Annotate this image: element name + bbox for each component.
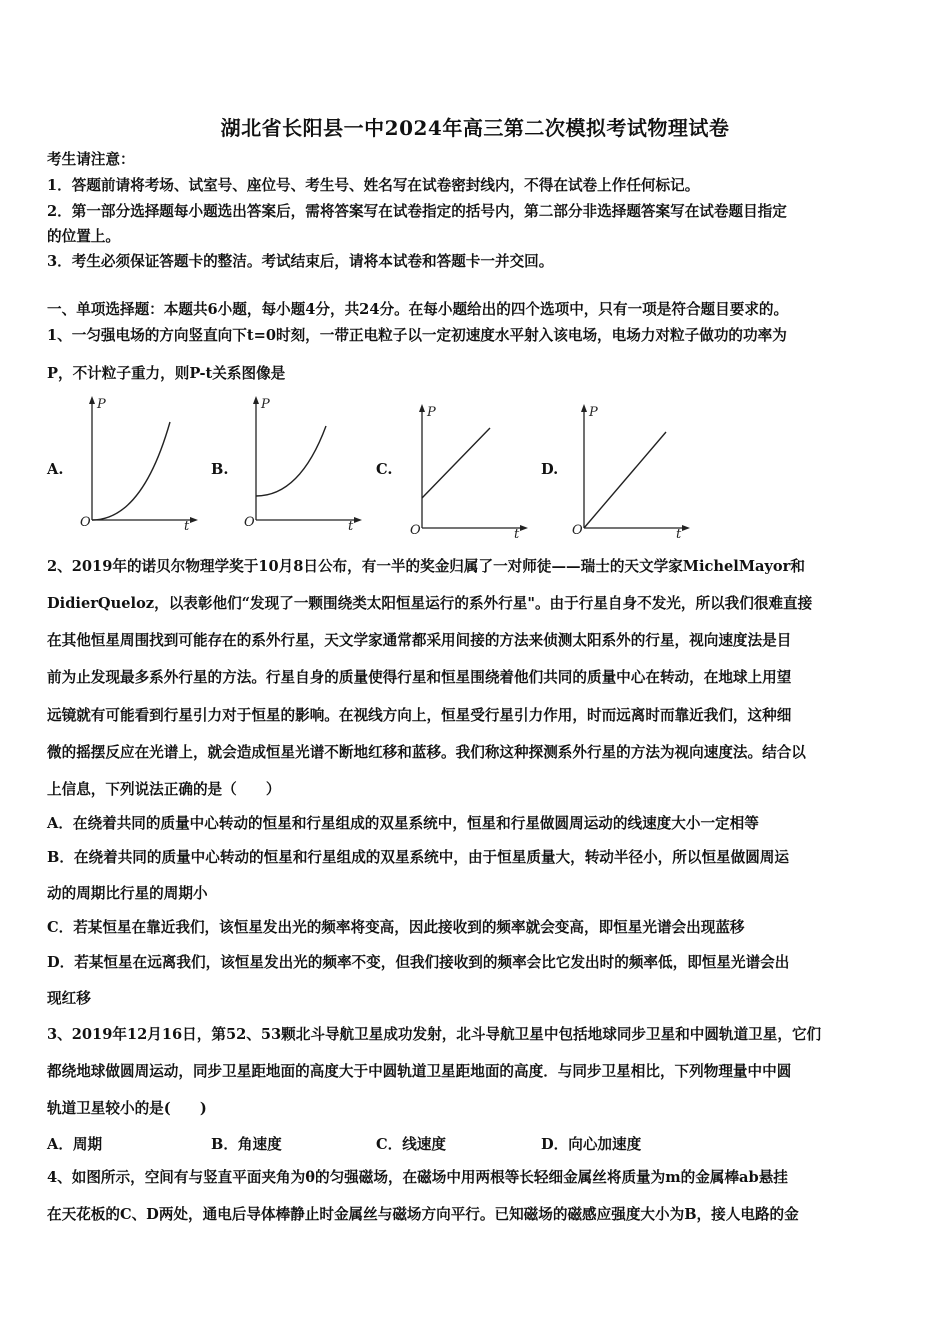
curve-d	[584, 432, 666, 528]
y-axis-arrow-icon	[581, 404, 587, 412]
origin-label: O	[80, 515, 91, 530]
curve-b	[256, 426, 326, 496]
notice-item: 2．第一部分选择题每小题选出答案后，需将答案写在试卷指定的括号内，第二部分非选择题答案写在试卷题目指定	[47, 203, 787, 220]
option-b-label: B.	[211, 461, 229, 478]
question-3-choice-b: B．角速度	[211, 1136, 282, 1153]
notice-item: 3．考生必须保证答题卡的整洁。考试结束后，请将本试卷和答题卡一并交回。	[47, 253, 554, 270]
question-2-option: 现红移	[47, 990, 91, 1007]
y-axis-label: P	[589, 405, 598, 420]
graph-a	[72, 392, 202, 532]
question-2-option: C．若某恒星在靠近我们，该恒星发出光的频率将变高，因此接收到的频率就会变高，即恒星光谱会出现蓝移	[47, 919, 745, 936]
x-axis-label: t	[676, 527, 682, 540]
option-d-label: D.	[541, 461, 559, 478]
question-3-stem: 轨道卫星较小的是( )	[47, 1100, 207, 1117]
x-axis-label: t	[184, 519, 190, 532]
question-2-option: 动的周期比行星的周期小	[47, 885, 208, 902]
x-axis-arrow-icon	[190, 517, 198, 523]
origin-label: O	[244, 515, 255, 530]
notice-heading: 考生请注意：	[47, 151, 135, 168]
question-4-stem: 4、如图所示，空间有与竖直平面夹角为θ的匀强磁场，在磁场中用两根等长轻细金属丝将质量为m的金属棒ab悬挂	[47, 1169, 788, 1186]
question-2-stem: 远镜就有可能看到行星引力对于恒星的影响。在视线方向上，恒星受行星引力作用，时而远离时而靠近我们，这种细	[47, 707, 792, 724]
question-3-choice-a: A．周期	[47, 1136, 103, 1153]
option-a-label: A.	[47, 461, 64, 478]
notice-item: 的位置上。	[47, 228, 120, 245]
question-2-stem: 2、2019年的诺贝尔物理学奖于10月8日公布，有一半的奖金归属了一对师徒——瑞士的天文学家MichelMayor和	[47, 558, 805, 575]
y-axis-label: P	[261, 397, 270, 412]
question-2-stem: 上信息，下列说法正确的是（ ）	[47, 781, 281, 798]
origin-label: O	[572, 523, 583, 538]
graph-c	[402, 400, 532, 540]
question-3-stem: 都绕地球做圆周运动，同步卫星距地面的高度大于中圆轨道卫星距地面的高度．与同步卫星相比，下列物理量中中圆	[47, 1063, 792, 1080]
graph-d	[564, 400, 694, 540]
question-2-option: D．若某恒星在远离我们，该恒星发出光的频率不变，但我们接收到的频率会比它发出时的频率低，即恒星光谱会出	[47, 954, 790, 971]
question-1-stem: P，不计粒子重力，则P-t关系图像是	[47, 365, 286, 382]
x-axis-arrow-icon	[354, 517, 362, 523]
option-c-label: C.	[376, 461, 393, 478]
curve-c	[422, 428, 490, 498]
x-axis-label: t	[514, 527, 520, 540]
question-3-stem: 3、2019年12月16日，第52、53颗北斗导航卫星成功发射，北斗导航卫星中包括地球同步卫星和中圆轨道卫星，它们	[47, 1026, 822, 1043]
question-3-choice-c: C．线速度	[376, 1136, 446, 1153]
x-axis-label: t	[348, 519, 354, 532]
question-2-stem: 在其他恒星周围找到可能存在的系外行星，天文学家通常都采用间接的方法来侦测太阳系外的行星，视向速度法是目	[47, 632, 792, 649]
question-2-option: A．在绕着共同的质量中心转动的恒星和行星组成的双星系统中，恒星和行星做圆周运动的线速度大小一定相等	[47, 815, 759, 832]
x-axis-arrow-icon	[682, 525, 690, 531]
origin-label: O	[410, 523, 421, 538]
x-axis-arrow-icon	[520, 525, 528, 531]
graph-b	[236, 392, 366, 532]
notice-item: 1．答题前请将考场、试室号、座位号、考生号、姓名写在试卷密封线内，不得在试卷上作任何标记。	[47, 177, 700, 194]
question-2-stem: DidierQueloz，以表彰他们“发现了一颗围绕类太阳恒星运行的系外行星"。由于行星自身不发光，所以我们很难直接	[47, 595, 813, 612]
y-axis-label: P	[427, 405, 436, 420]
question-4-stem: 在天花板的C、D两处，通电后导体棒静止时金属丝与磁场方向平行。已知磁场的磁感应强度大小为B，接人电路的金	[47, 1206, 799, 1223]
curve-a	[92, 422, 170, 520]
y-axis-arrow-icon	[253, 396, 259, 404]
question-1-stem: 1、一匀强电场的方向竖直向下t=0时刻，一带正电粒子以一定初速度水平射入该电场，电场力对粒子做功的功率为	[47, 327, 787, 344]
question-3-choice-d: D．向心加速度	[541, 1136, 642, 1153]
section-heading: 一、单项选择题：本题共6小题，每小题4分，共24分。在每小题给出的四个选项中，只有一项是符合题目要求的。	[47, 301, 789, 318]
question-2-stem: 前为止发现最多系外行星的方法。行星自身的质量使得行星和恒星围绕着他们共同的质量中心在转动，在地球上用望	[47, 669, 792, 686]
page-title: 湖北省长阳县一中2024年高三第二次模拟考试物理试卷	[220, 116, 730, 140]
y-axis-label: P	[97, 397, 106, 412]
question-2-stem: 微的摇摆反应在光谱上，就会造成恒星光谱不断地红移和蓝移。我们称这种探测系外行星的方法为视向速度法。结合以	[47, 744, 806, 761]
y-axis-arrow-icon	[419, 404, 425, 412]
question-2-option: B．在绕着共同的质量中心转动的恒星和行星组成的双星系统中，由于恒星质量大，转动半径小，所以恒星做圆周运	[47, 849, 790, 866]
y-axis-arrow-icon	[89, 396, 95, 404]
